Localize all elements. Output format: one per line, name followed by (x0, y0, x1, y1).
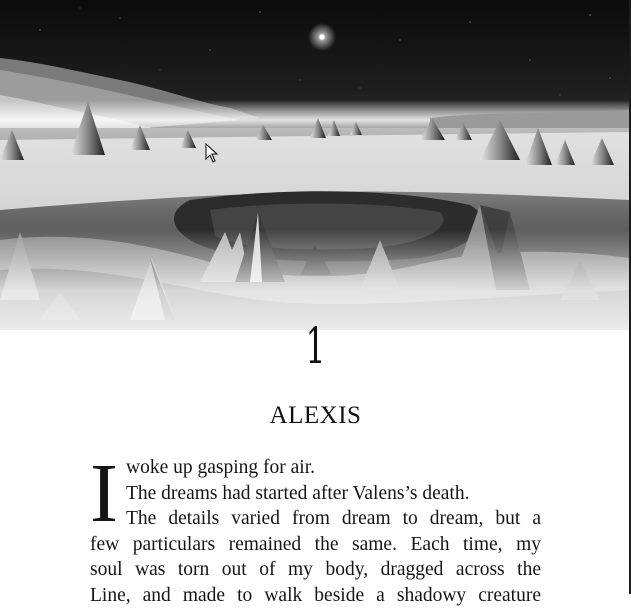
chapter-number: 1 (120, 316, 511, 376)
chapter-body-text (90, 455, 541, 608)
body-line: The dreams had started after Valens’s death. (90, 481, 541, 507)
body-line: few particulars remained the same. Each time, my (90, 532, 541, 558)
body-line: Line, and made to walk beside a shadowy creature (90, 583, 541, 608)
body-line: soul was torn out of my body, dragged across the (90, 557, 541, 583)
body-line: woke up gasping for air. (90, 455, 541, 481)
body-line: The details varied from dream to dream, but a (90, 506, 541, 532)
mouse-pointer-icon (205, 143, 219, 163)
chapter-title: ALEXIS (0, 401, 631, 431)
drop-cap: I (90, 461, 118, 531)
